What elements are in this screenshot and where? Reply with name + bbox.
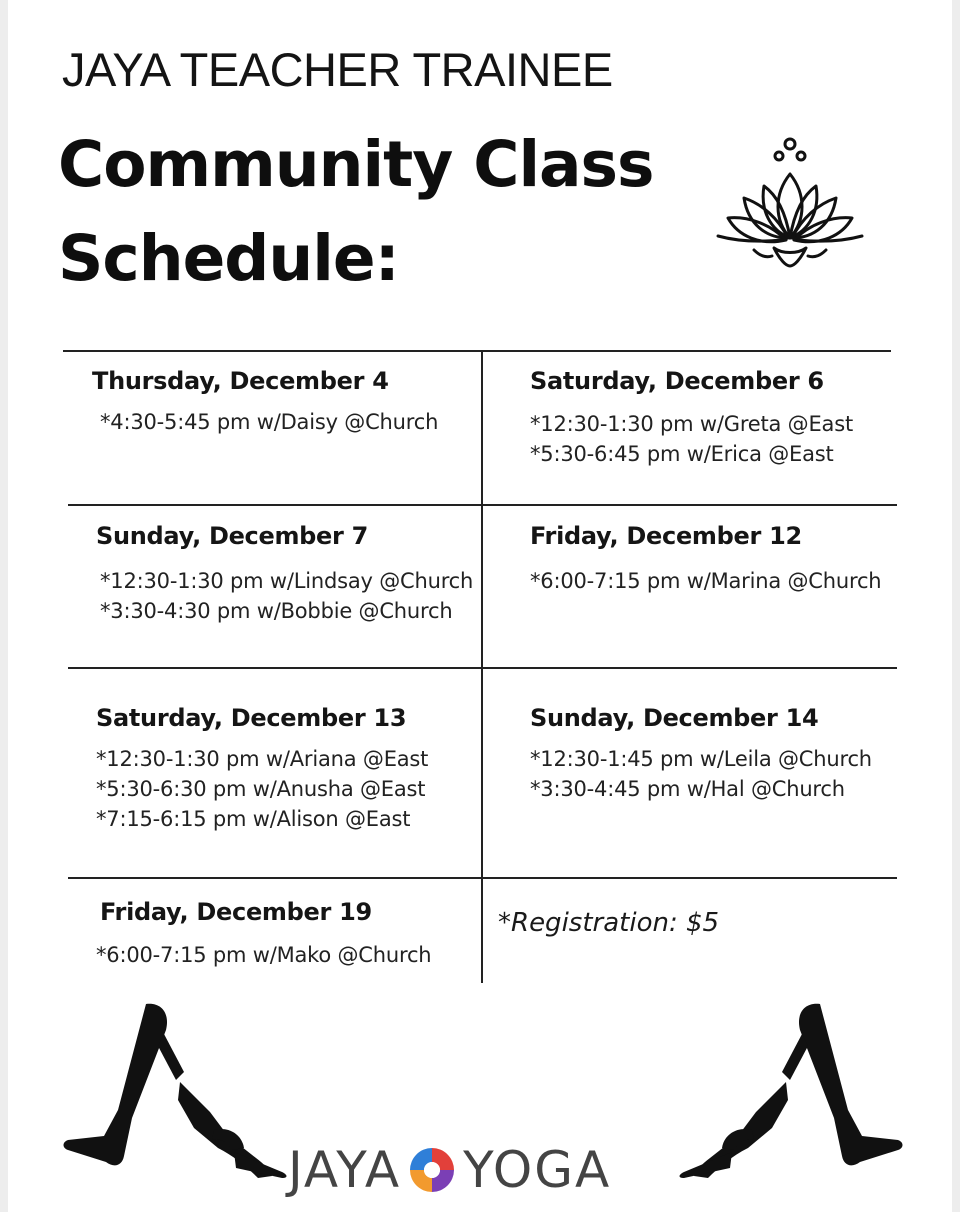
day-heading: Friday, December 19 <box>100 898 372 926</box>
grid-rule <box>68 877 897 879</box>
class-list <box>530 409 853 469</box>
day-heading: Sunday, December 7 <box>96 522 369 550</box>
schedule-cell <box>96 522 473 626</box>
class-entry: *12:30-1:30 pm w/Greta @East <box>530 412 853 436</box>
class-entry: *12:30-1:45 pm w/Leila @Church <box>530 747 872 771</box>
brand-text-right: YOGA <box>463 1141 612 1199</box>
class-entry: *6:00-7:15 pm w/Mako @Church <box>96 943 432 967</box>
grid-rule <box>63 350 891 352</box>
class-entry: *7:15-6:15 pm w/Alison @East <box>96 807 411 831</box>
class-entry: *4:30-5:45 pm w/Daisy @Church <box>100 410 439 434</box>
class-entry: *5:30-6:45 pm w/Erica @East <box>530 442 834 466</box>
day-heading: Sunday, December 14 <box>530 704 819 732</box>
class-entry: *5:30-6:30 pm w/Anusha @East <box>96 777 426 801</box>
registration-note: *Registration: $5 <box>498 908 720 938</box>
class-list <box>530 744 872 804</box>
schedule-cell <box>96 898 432 970</box>
schedule-cell <box>92 367 438 437</box>
class-entry: *3:30-4:45 pm w/Hal @Church <box>530 777 845 801</box>
day-heading: Saturday, December 6 <box>530 367 824 395</box>
jaya-swirl-logo-icon <box>407 1145 457 1195</box>
class-entry: *12:30-1:30 pm w/Lindsay @Church <box>100 569 474 593</box>
grid-rule <box>68 667 897 669</box>
downward-dog-pose-icon <box>668 1000 908 1180</box>
class-entry: *6:00-7:15 pm w/Marina @Church <box>530 569 882 593</box>
schedule-cell <box>530 522 881 596</box>
class-list <box>96 744 428 834</box>
page-title: Community Class Schedule: <box>58 128 654 295</box>
grid-divider <box>481 351 483 983</box>
schedule-cell <box>530 704 872 804</box>
grid-rule <box>68 504 897 506</box>
kicker-heading: JAYA TEACHER TRAINEE <box>62 43 613 96</box>
brand-text-left: JAYA <box>288 1141 402 1199</box>
day-heading: Thursday, December 4 <box>92 367 389 395</box>
brand-wordmark <box>288 1140 611 1200</box>
schedule-cell <box>530 367 853 469</box>
class-entry: *12:30-1:30 pm w/Ariana @East <box>96 747 429 771</box>
class-list <box>96 940 431 970</box>
day-heading: Saturday, December 13 <box>96 704 407 732</box>
class-entry: *3:30-4:30 pm w/Bobbie @Church <box>100 599 453 623</box>
class-list <box>530 566 881 596</box>
class-list <box>100 566 473 626</box>
lotus-icon <box>714 132 866 276</box>
class-list <box>100 407 438 437</box>
flyer-page <box>8 0 952 1212</box>
day-heading: Friday, December 12 <box>530 522 802 550</box>
schedule-cell <box>96 704 428 834</box>
downward-dog-pose-icon <box>58 1000 298 1180</box>
